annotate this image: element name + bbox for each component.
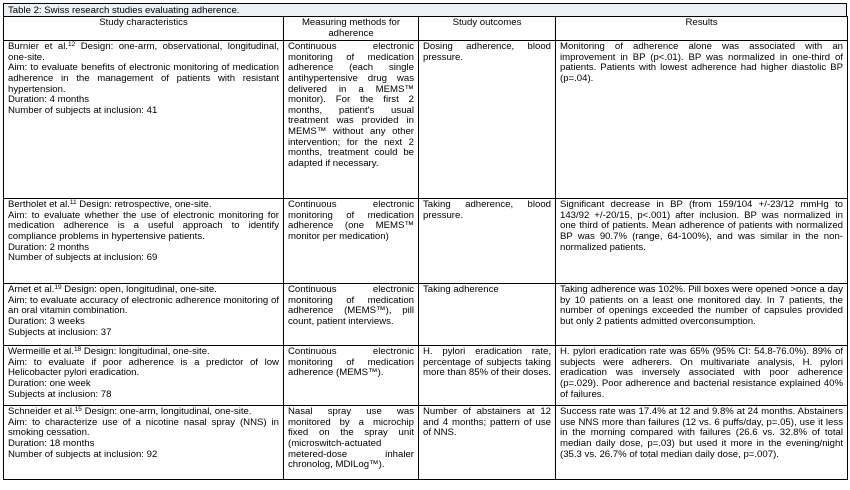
study-reference: 15: [74, 406, 82, 414]
results-cell: Significant decrease in BP (from 159/104 +/-23/12 mmHg to 143/92 +/-20/15, p<.001) after inclusion. BP was normalized in one third of patients. Mean adherence of patients with normalized BP was 90.7% (range, 64-100%), and was similar in the non-normalized patients.: [556, 199, 848, 284]
table-row: [4, 406, 848, 480]
measuring-method-cell: Continuous electronic monitoring of medication adherence (MEMS™).: [284, 346, 419, 406]
measuring-method-cell: Nasal spray use was monitored by a microchip fixed on the spray unit (microswitch-actuated metered-dose inhaler chronolog, MDILog™).: [284, 406, 419, 480]
study-outcomes-cell: Number of abstainers at 12 and 4 months; pattern of use of NNS.: [419, 406, 556, 480]
study-subjects: Subjects at inclusion: 37: [8, 326, 112, 338]
study-duration: Duration: 18 months: [8, 437, 95, 449]
study-reference: 19: [54, 284, 62, 292]
measuring-method-cell: Continuous electronic monitoring of medication adherence (MEMS™), pill count, patient interviews.: [284, 284, 419, 346]
study-characteristics-cell: [4, 346, 284, 406]
table-row: [4, 284, 848, 346]
study-reference: 11: [69, 199, 77, 207]
study-characteristics-cell: [4, 199, 284, 284]
adherence-table: [3, 16, 848, 480]
measuring-method-cell: Continuous electronic monitoring of medication adherence (each single antihypertensive drug was delivered in a MEMS™ monitor). For the first 2 months, patient's usual treatment was provided in MEMS™ without any other intervention; for the next 2 months, treatment could be adapted if necessary.: [284, 41, 419, 199]
table-row: [4, 199, 848, 284]
study-outcomes-cell: Taking adherence, blood pressure.: [419, 199, 556, 284]
adherence-table-figure: [3, 3, 847, 487]
study-characteristics-cell: [4, 284, 284, 346]
study-author: Bertholet et al.: [8, 199, 70, 211]
study-duration: Duration: 2 months: [8, 241, 90, 253]
study-outcomes-cell: Dosing adherence, blood pressure.: [419, 41, 556, 199]
study-author: Burnier et al.: [8, 41, 69, 53]
study-reference: 12: [68, 41, 76, 49]
header-study-characteristics: Study characteristics: [4, 17, 284, 41]
study-design: Design: retrospective, one-site.: [76, 199, 212, 211]
study-author: Arnet et al.: [8, 284, 55, 296]
study-author: Schneider et al.: [8, 406, 75, 418]
study-duration: Duration: 4 months: [8, 94, 90, 106]
study-characteristics-cell: [4, 41, 284, 199]
study-aim: Aim: to characterize use of a nicotine nasal spray (NNS) in smoking cessation.: [8, 416, 279, 439]
header-measuring-methods: Measuring methods for adherence: [284, 17, 419, 41]
study-design: Design: one-arm, longitudinal, one-site.: [81, 406, 252, 418]
study-subjects: Number of subjects at inclusion: 69: [8, 252, 158, 264]
study-aim: Aim: to evaluate whether the use of electronic monitoring for medication adherence is a useful approach to identify compliance problems in hypertensive patients.: [8, 209, 279, 242]
measuring-method-cell: Continuous electronic monitoring of medication adherence (one MEMS™ monitor per medication): [284, 199, 419, 284]
study-aim: Aim: to evaluate accuracy of electronic adherence monitoring of an oral vitamin combination.: [8, 294, 279, 317]
study-aim: Aim: to evaluate if poor adherence is a predictor of low Helicobacter pylori eradication.: [8, 356, 279, 379]
results-cell: H. pylori eradication rate was 65% (95% CI: 54.8-76.0%). 89% of subjects were adherers. On multivariate analysis, H. pylori eradication was inversely associated with poor adherence (p=.029). Poor adherence and bacterial resistance explained 40% of failures.: [556, 346, 848, 406]
study-duration: Duration: 3 weeks: [8, 315, 85, 327]
study-aim: Aim: to evaluate benefits of electronic monitoring of medication adherence in the management of patients with resistant hypertension.: [8, 62, 279, 95]
table-caption: Table 2: Swiss research studies evaluating adherence.: [3, 3, 847, 16]
study-subjects: Number of subjects at inclusion: 41: [8, 104, 158, 116]
study-outcomes-cell: H. pylori eradication rate, percentage of subjects taking more than 85% of their doses.: [419, 346, 556, 406]
header-results: Results: [556, 17, 848, 41]
study-design: Design: open, longitudinal, one-site.: [61, 284, 217, 296]
study-reference: 18: [73, 346, 82, 354]
header-row: [4, 17, 848, 41]
study-duration: Duration: one week: [8, 377, 91, 389]
study-design: Design: one-arm, observational, longitudinal, one-site.: [8, 41, 279, 63]
study-subjects: Number of subjects at inclusion: 92: [8, 448, 158, 460]
results-cell: Taking adherence was 102%. Pill boxes were opened >once a day by 10 patients on a least one monitored day. In 7 patients, the number of openings exceeded the number of capsules provided but only 2 patients admitted overconsumption.: [556, 284, 848, 346]
results-cell: Success rate was 17.4% at 12 and 9.8% at 24 months. Abstainers use NNS more than failures (12 vs. 6 puffs/day, p=.05), use it less in the morning compared with failures (26.6 vs. 32.8% of total median daily dose, p=.03) but used it more in the evening/night (35.3 vs. 26.7% of total median daily dose, p=.007).: [556, 406, 848, 480]
study-subjects: Subjects at inclusion: 78: [8, 388, 112, 400]
results-cell: Monitoring of adherence alone was associated with an improvement in BP (p<.01). BP was normalized in one-third of patients. Patients with lowest adherence had higher diastolic BP (p=.04).: [556, 41, 848, 199]
table-row: [4, 346, 848, 406]
study-author: Wermeille et al.: [8, 346, 74, 358]
header-study-outcomes: Study outcomes: [419, 17, 556, 41]
study-characteristics-cell: [4, 406, 284, 480]
study-design: Design: longitudinal, one-site.: [81, 346, 210, 358]
study-outcomes-cell: Taking adherence: [419, 284, 556, 346]
table-row: [4, 41, 848, 199]
